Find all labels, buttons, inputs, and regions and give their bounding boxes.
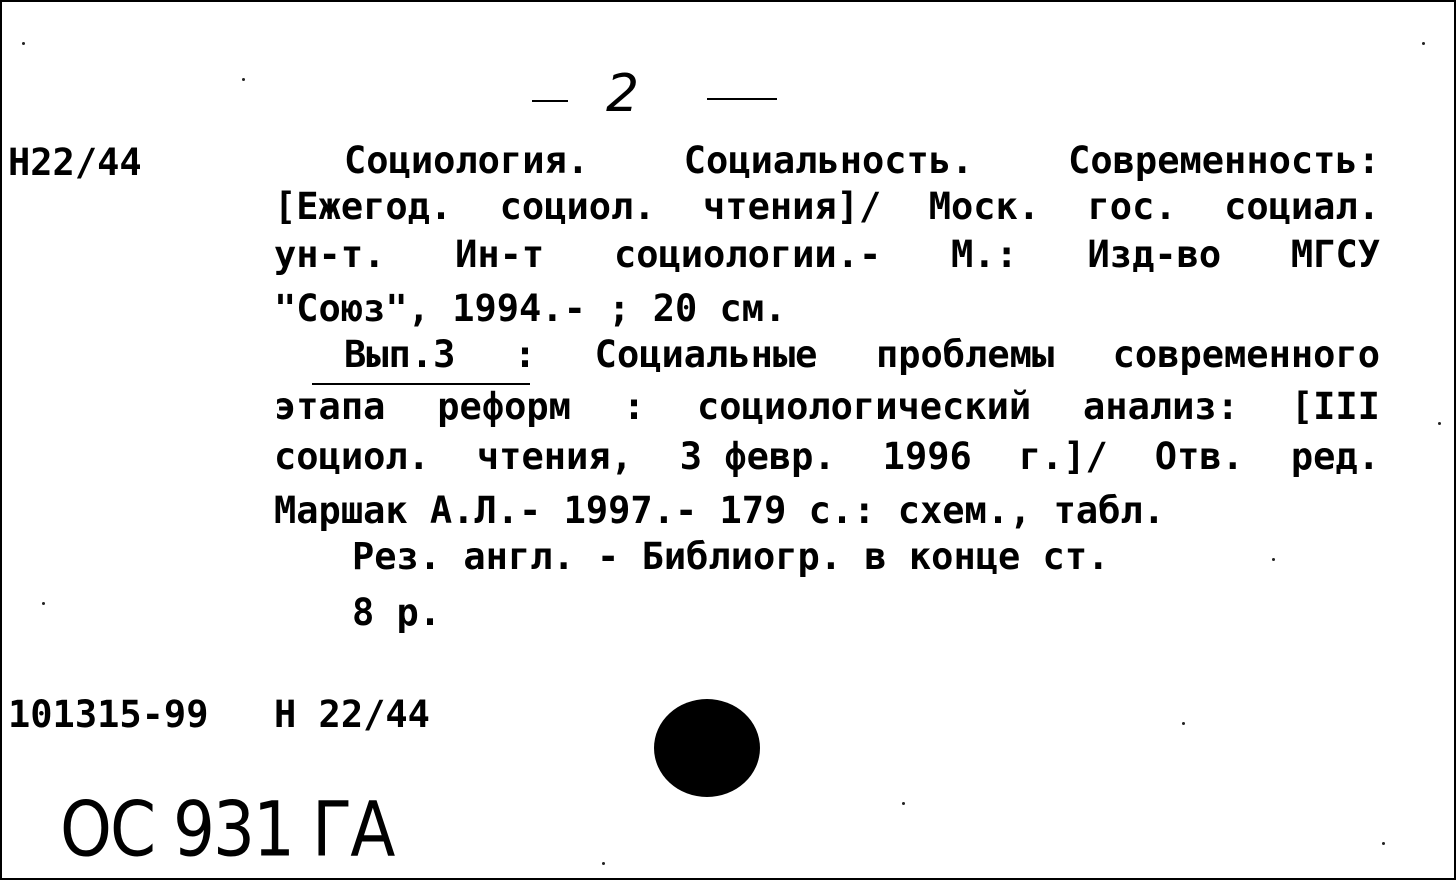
scan-speck (1272, 558, 1275, 561)
scan-speck (1182, 722, 1185, 725)
punch-hole (654, 699, 760, 797)
issue-word: проблемы (875, 333, 1055, 376)
entry-word: социал. (1224, 185, 1380, 228)
note-line: Рез. англ. - Библиогр. в конце ст. (352, 535, 1110, 578)
issue-word: реформ (437, 385, 571, 428)
entry-line-4: "Союз", 1994.- ; 20 см. (274, 287, 787, 330)
issue-word: чтения, (476, 435, 633, 478)
issue-word: г.]/ (1018, 435, 1108, 478)
issue-line-3 (274, 435, 1380, 478)
page-number: 2 (606, 64, 640, 124)
issue-word: Социальные (594, 333, 818, 376)
entry-word: социологии.- (613, 233, 882, 276)
issue-word: социол. (274, 435, 430, 478)
issue-word: этапа (274, 385, 386, 428)
scan-speck (1422, 42, 1425, 45)
inventory-number: 101315-99 (8, 693, 209, 736)
issue-word: [III (1290, 385, 1380, 428)
scan-speck (902, 802, 905, 805)
shelf-mark-bottom: Н 22/44 (274, 693, 430, 736)
entry-word: МГСУ (1290, 233, 1380, 276)
scan-speck (602, 862, 605, 865)
page-number-dash-right (707, 98, 777, 100)
entry-word: ун-т. (274, 233, 386, 276)
issue-word: анализ: (1083, 385, 1239, 428)
issue-word: современного (1112, 333, 1380, 376)
entry-word: Моск. (928, 185, 1041, 228)
scan-speck (22, 42, 25, 45)
issue-word: социологический (697, 385, 1032, 428)
entry-word: [Ежегод. (274, 185, 453, 228)
entry-word: гос. (1087, 185, 1177, 228)
price-line: 8 р. (352, 591, 442, 634)
issue-line-4: Маршак А.Л.- 1997.- 179 с.: схем., табл. (274, 489, 1166, 532)
entry-word: Социология. (344, 139, 590, 182)
issue-word: : (622, 385, 646, 428)
scan-speck (242, 78, 245, 81)
issue-word: Вып.3 (344, 333, 456, 376)
issue-word: 3 февр. (679, 435, 836, 478)
entry-word: М.: (950, 233, 1018, 276)
issue-word: Отв. (1154, 435, 1244, 478)
entry-word: Изд-во (1087, 233, 1222, 276)
shelf-mark: H22/44 (8, 141, 142, 184)
entry-line-1 (344, 139, 1380, 182)
entry-line-3 (274, 233, 1380, 276)
entry-word: Ин-т (455, 233, 545, 276)
entry-word: социол. (499, 185, 656, 228)
handwritten-code: ОС 931 ГА (60, 785, 394, 874)
issue-word: 1996 (882, 435, 972, 478)
scan-speck (1438, 422, 1441, 425)
scan-speck (1382, 842, 1385, 845)
issue-word: ред. (1290, 435, 1380, 478)
entry-word: чтения]/ (703, 185, 882, 228)
entry-line-2 (274, 185, 1380, 228)
entry-word: Социальность. (683, 139, 974, 182)
scan-speck (42, 602, 45, 605)
issue-line-1 (344, 333, 1380, 376)
issue-word: : (513, 333, 537, 376)
entry-word: Современность: (1068, 139, 1380, 182)
issue-line-2 (274, 385, 1380, 428)
page-number-dash-left (532, 100, 568, 102)
